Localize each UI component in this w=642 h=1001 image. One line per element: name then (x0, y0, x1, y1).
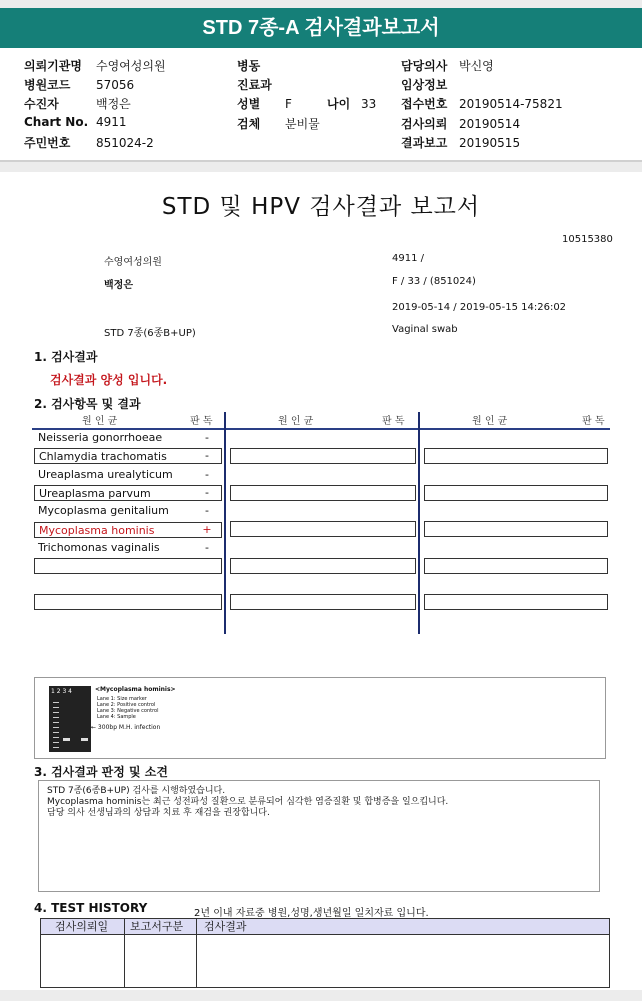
history-note: 2년 이내 자료중 병원,성명,생년월일 일치자료 입니다. (194, 908, 429, 919)
pathogen-name: Mycoplasma hominis (34, 522, 222, 538)
section-items-heading: 2. 검사항목 및 결과 (34, 397, 141, 411)
clinic-name: 수영여성의원 (104, 257, 162, 268)
pathogen-result: - (205, 431, 209, 444)
pathogen-result: - (205, 467, 209, 481)
doctor-value: 박신영 (459, 59, 494, 73)
report-document (0, 172, 642, 990)
patient-info-panel (0, 48, 642, 162)
empty-cell (34, 558, 222, 574)
document-number: 10515380 (562, 234, 613, 245)
pathogen-name: Ureaplasma urealyticum (38, 467, 173, 481)
empty-cell (424, 448, 608, 464)
col-pathogen-2: 원 인 균 (278, 416, 314, 427)
col-judge-2: 판 독 (382, 416, 405, 427)
opinion-line: 담당 의사 선생님과의 상담과 치료 후 재검을 권장합니다. (47, 808, 270, 818)
results-table (32, 412, 610, 634)
sex-label: 성별 (237, 97, 261, 111)
column-divider (224, 412, 226, 634)
chart-value: 4911 (96, 115, 127, 129)
ward-label: 병동 (237, 59, 261, 73)
gel-arrow-label: ← 300bp M.H. infection (91, 724, 161, 731)
history-col-report-type: 보고서구분 (130, 920, 184, 933)
section-history-heading: 4. TEST HISTORY (34, 901, 148, 915)
dates: 2019-05-14 / 2019-05-15 14:26:02 (392, 302, 567, 313)
section-results-heading: 1. 검사결과 (34, 350, 98, 364)
size-marker-ladder (53, 698, 59, 748)
empty-cell (424, 594, 608, 610)
empty-cell (230, 448, 416, 464)
patient-label: 수진자 (24, 97, 59, 111)
gel-electrophoresis-figure (34, 677, 606, 759)
gel-image (49, 686, 91, 752)
gel-legend-line: Lane 2: Positive control (97, 702, 156, 708)
history-table (40, 918, 610, 988)
col-judge: 판 독 (190, 416, 213, 427)
empty-cell (424, 521, 608, 537)
pathogen-result: - (205, 485, 209, 499)
pathogen-name: Mycoplasma genitalium (38, 504, 169, 518)
specimen-label: 검체 (237, 117, 261, 131)
empty-cell (230, 594, 416, 610)
pathogen-name: Chlamydia trachomatis (34, 448, 222, 464)
empty-cell (424, 558, 608, 574)
request-date-value: 20190514 (459, 117, 521, 131)
empty-cell (34, 594, 222, 610)
sex-age: F / 33 / (851024) (392, 276, 476, 287)
chart-number: 4911 / (392, 253, 424, 264)
gel-legend (97, 696, 159, 720)
col-pathogen-3: 원 인 균 (472, 416, 508, 427)
opinion-line: STD 7종(6종B+UP) 검사를 시행하였습니다. (47, 786, 226, 796)
sample-band (81, 738, 88, 741)
gel-title: <Mycoplasma hominis> (95, 686, 176, 693)
pathogen-name: Neisseria gonorrhoeae (38, 431, 163, 444)
col-judge-3: 판 독 (582, 416, 605, 427)
pathogen-result: + (202, 522, 212, 536)
pathogen-result: - (205, 504, 209, 518)
col-pathogen: 원 인 균 (82, 416, 118, 427)
clinical-info-label: 임상정보 (401, 78, 448, 92)
receipt-value: 20190514-75821 (459, 97, 563, 111)
section-opinion-heading: 3. 검사결과 판정 및 소견 (34, 765, 168, 779)
patient-value: 백정은 (96, 97, 131, 111)
opinion-box (38, 780, 600, 892)
sex-value: F (285, 97, 292, 111)
gel-legend-line: Lane 1: Size marker (97, 696, 147, 702)
positive-band (63, 738, 70, 741)
hospital-code-value: 57056 (96, 78, 135, 92)
hospital-code-label: 병원코드 (24, 78, 71, 92)
report-date-value: 20190515 (459, 136, 521, 150)
request-date-label: 검사의뢰 (401, 117, 448, 131)
table-header (32, 412, 610, 430)
rrn-value: 851024-2 (96, 136, 154, 150)
column-divider (418, 412, 420, 634)
age-label: 나이 (327, 97, 351, 111)
pathogen-name: Ureaplasma parvum (34, 485, 222, 501)
institution-value: 수영여성의원 (96, 59, 166, 73)
history-col-divider (196, 919, 197, 987)
gel-legend-line: Lane 4: Sample (97, 714, 136, 720)
institution-label: 의뢰기관명 (24, 59, 82, 73)
empty-cell (424, 485, 608, 501)
empty-cell (230, 521, 416, 537)
report-title-bar: STD 7종-A 검사결과보고서 (0, 8, 642, 48)
report-date-label: 결과보고 (401, 136, 448, 150)
history-col-request-date: 검사의뢰일 (55, 920, 109, 933)
test-name: STD 7종(6종B+UP) (104, 328, 196, 339)
specimen: Vaginal swab (392, 324, 458, 335)
history-col-divider (124, 919, 125, 987)
pathogen-name: Trichomonas vaginalis (38, 540, 160, 554)
empty-cell (230, 485, 416, 501)
gel-lane-numbers: 1 2 3 4 (51, 688, 72, 695)
gel-legend-line: Lane 3: Negative control (97, 708, 159, 714)
opinion-line: Mycoplasma hominis는 최근 성전파성 질환으로 분류되어 심각한 염증질환 및 합병증을 일으킵니다. (47, 797, 449, 807)
rrn-label: 주민번호 (24, 136, 71, 150)
document-title: STD 및 HPV 검사결과 보고서 (161, 194, 481, 220)
specimen-value: 분비물 (285, 117, 320, 131)
age-value: 33 (361, 97, 377, 111)
pathogen-result: - (205, 540, 209, 554)
dept-label: 진료과 (237, 78, 272, 92)
receipt-label: 접수번호 (401, 97, 448, 111)
result-summary: 검사결과 양성 입니다. (50, 373, 168, 387)
doctor-label: 담당의사 (401, 59, 448, 73)
pathogen-result: - (205, 449, 209, 463)
history-col-result: 검사결과 (204, 920, 247, 933)
patient-name: 백정은 (104, 280, 133, 291)
empty-cell (230, 558, 416, 574)
chart-label: Chart No. (24, 115, 89, 129)
